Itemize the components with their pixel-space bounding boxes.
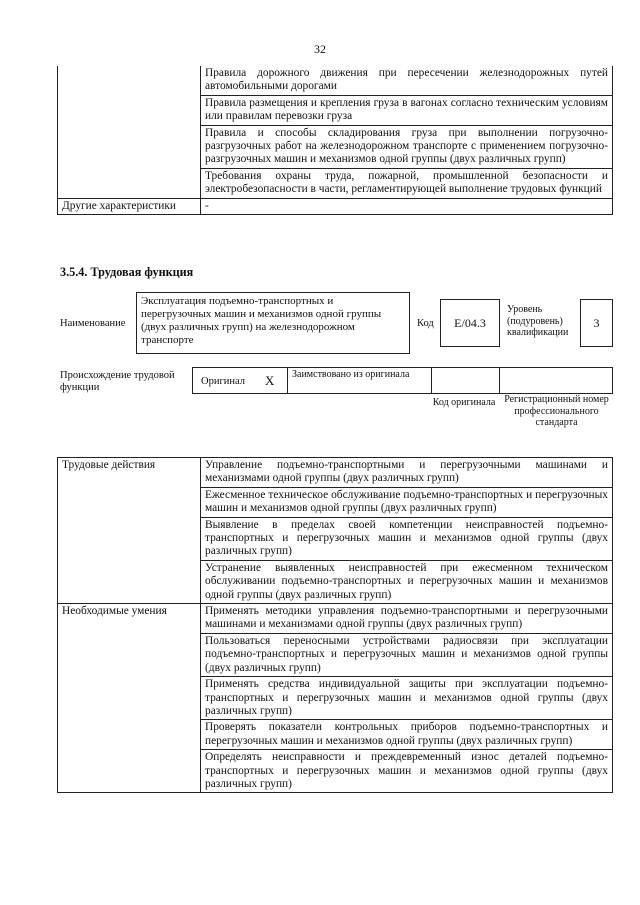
page-number: 32	[314, 42, 326, 56]
code-value-box: E/04.3	[440, 299, 500, 347]
table-row	[58, 604, 613, 634]
table-cell: Ежесменное техническое обслуживание подъемно-транспортных и перегрузочных машин и механизмов одной группы (двух различных групп)	[201, 487, 613, 517]
original-label: Оригинал	[201, 376, 245, 387]
borrowed-cell	[287, 368, 432, 393]
function-name-box: Эксплуатация подъемно-транспортных и перегрузочных машин и механизмов одной группы (двух различных групп) на железнодорожном транспорте	[136, 292, 410, 354]
table-cell: Выявление в пределах своей компетенции неисправностей подъемно-транспортных и перегрузочных машин и механизмов одной группы (двух различных групп)	[201, 517, 613, 560]
original-mark: X	[265, 373, 275, 388]
knowledge-table	[57, 66, 613, 215]
table-cell: Правила размещения и крепления груза в вагонах согласно техническим условиям или правилам перевозки груза	[201, 95, 613, 125]
origin-label: Происхождение трудовой функции	[60, 370, 175, 393]
reg-caption: Регистрационный номер профессионального стандарта	[504, 394, 609, 428]
row-label: Другие характеристики	[58, 198, 201, 214]
table-cell: -	[201, 198, 613, 214]
origin-box	[192, 367, 613, 394]
origin-code-cell	[431, 368, 500, 393]
code-label: Код	[417, 318, 434, 329]
table-row	[58, 458, 613, 488]
table-cell: Применять методики управления подъемно-транспортными и перегрузочными машинами и механизмами одной группы (двух различных групп)	[201, 604, 613, 634]
table-cell: Правила дорожного движения при пересечении железнодорожных путей автомобильными дорогами	[201, 66, 613, 95]
table-cell: Применять средства индивидуальной защиты при эксплуатации подъемно-транспортных и перегрузочных машин и механизмов одной группы (двух различных групп)	[201, 677, 613, 720]
level-label: Уровень (подуровень) квалификации	[507, 304, 569, 338]
borrowed-label: Заимствовано из оригинала	[292, 369, 410, 380]
table-cell: Устранение выявленных неисправностей при ежесменном техническом обслуживании подъемно-транспортных и перегрузочных машин и механизмов одной группы (двух различных групп)	[201, 560, 613, 603]
row-label: Трудовые действия	[58, 458, 201, 604]
table-cell: Правила и способы складирования груза при выполнении погрузочно-разгрузочных работ на железнодорожном транспорте с применением погрузочно-разгрузочных машин и механизмов одной группы (двух различных групп)	[201, 125, 613, 168]
table-row	[58, 198, 613, 214]
table-cell: Определять неисправности и преждевременный износ деталей подъемно-транспортных и перегрузочных машин и механизмов одной группы (двух различных групп)	[201, 750, 613, 793]
table-row	[58, 66, 613, 95]
table-cell: Проверять показатели контрольных приборов подъемно-транспортных и перегрузочных машин и механизмов одной группы (двух различных групп)	[201, 720, 613, 750]
table-cell: Управление подъемно-транспортными и перегрузочными машинами и механизмами одной группы (двух различных групп)	[201, 458, 613, 488]
code-caption: Код оригинала	[432, 397, 496, 408]
name-label: Наименование	[60, 318, 126, 329]
table-cell: Пользоваться переносными устройствами радиосвязи при эксплуатации подъемно-транспортных и перегрузочных машин и механизмов одной группы (двух различных групп)	[201, 633, 613, 676]
row-label	[58, 66, 201, 198]
section-title: 3.5.4. Трудовая функция	[60, 265, 194, 279]
reg-number-cell	[499, 368, 613, 393]
table-cell: Требования охраны труда, пожарной, промышленной безопасности и электробезопасности в части, регламентирующей выполнение трудовых функций	[201, 168, 613, 198]
actions-skills-table	[57, 457, 613, 793]
level-value-box: 3	[580, 299, 613, 347]
row-label: Необходимые умения	[58, 604, 201, 793]
